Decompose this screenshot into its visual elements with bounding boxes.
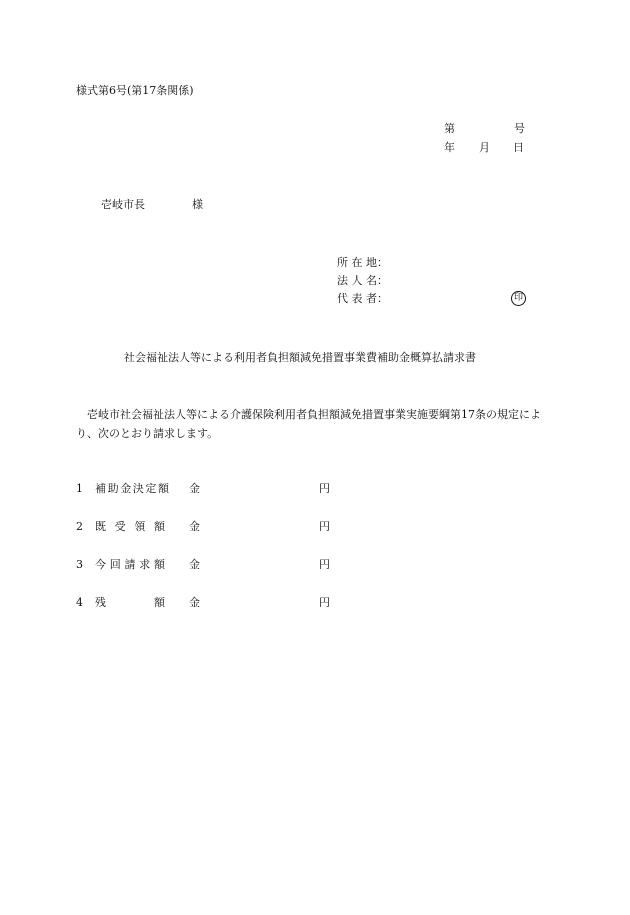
item-number: 2 bbox=[76, 520, 83, 533]
body-text: 壱岐市社会福祉法人等による介護保険利用者負担額減免措置事業実施要綱第17条の規定により、次のとおり請求します。 bbox=[76, 408, 541, 440]
kin-label: 金 bbox=[189, 558, 200, 571]
item-number: 3 bbox=[76, 558, 83, 571]
en-label: 円 bbox=[319, 596, 330, 609]
en-label: 円 bbox=[319, 520, 330, 533]
month-label: 月 bbox=[479, 141, 490, 154]
dai-label: 第 bbox=[444, 122, 455, 135]
form-number: 様式第6号(第17条関係) bbox=[76, 84, 194, 97]
honorific: 様 bbox=[192, 198, 203, 211]
item-name: 今 回 請 求 額 bbox=[95, 558, 165, 571]
addressee bbox=[101, 198, 203, 211]
representative-row bbox=[337, 292, 388, 310]
item-number: 4 bbox=[76, 596, 83, 609]
document-title: 社会福祉法人等による利用者負担額減免措置事業費補助金概算払請求書 bbox=[124, 351, 476, 364]
body-paragraph bbox=[76, 405, 556, 443]
item-number: 1 bbox=[76, 482, 83, 495]
item-name: 既 受 領 額 bbox=[95, 520, 165, 533]
kin-label: 金 bbox=[189, 520, 200, 533]
seal-mark: 印 bbox=[511, 291, 526, 306]
document-number-line bbox=[444, 122, 525, 135]
address-label: 所 在 地： bbox=[337, 256, 388, 269]
address-row bbox=[337, 256, 388, 274]
item-name: 補 助 金 決 定 額 bbox=[95, 482, 169, 495]
representative-label: 代 表 者： bbox=[337, 292, 388, 305]
en-label: 円 bbox=[319, 558, 330, 571]
go-label: 号 bbox=[514, 122, 525, 135]
applicant-block bbox=[337, 256, 388, 310]
year-label: 年 bbox=[444, 141, 455, 154]
en-label: 円 bbox=[319, 482, 330, 495]
corp-name-row bbox=[337, 274, 388, 292]
mayor-title: 壱岐市長 bbox=[101, 198, 145, 211]
day-label: 日 bbox=[513, 141, 524, 154]
date-line bbox=[444, 141, 524, 154]
item-name: 残 額 bbox=[95, 596, 165, 609]
corp-name-label: 法 人 名： bbox=[337, 274, 388, 287]
kin-label: 金 bbox=[189, 482, 200, 495]
kin-label: 金 bbox=[189, 596, 200, 609]
